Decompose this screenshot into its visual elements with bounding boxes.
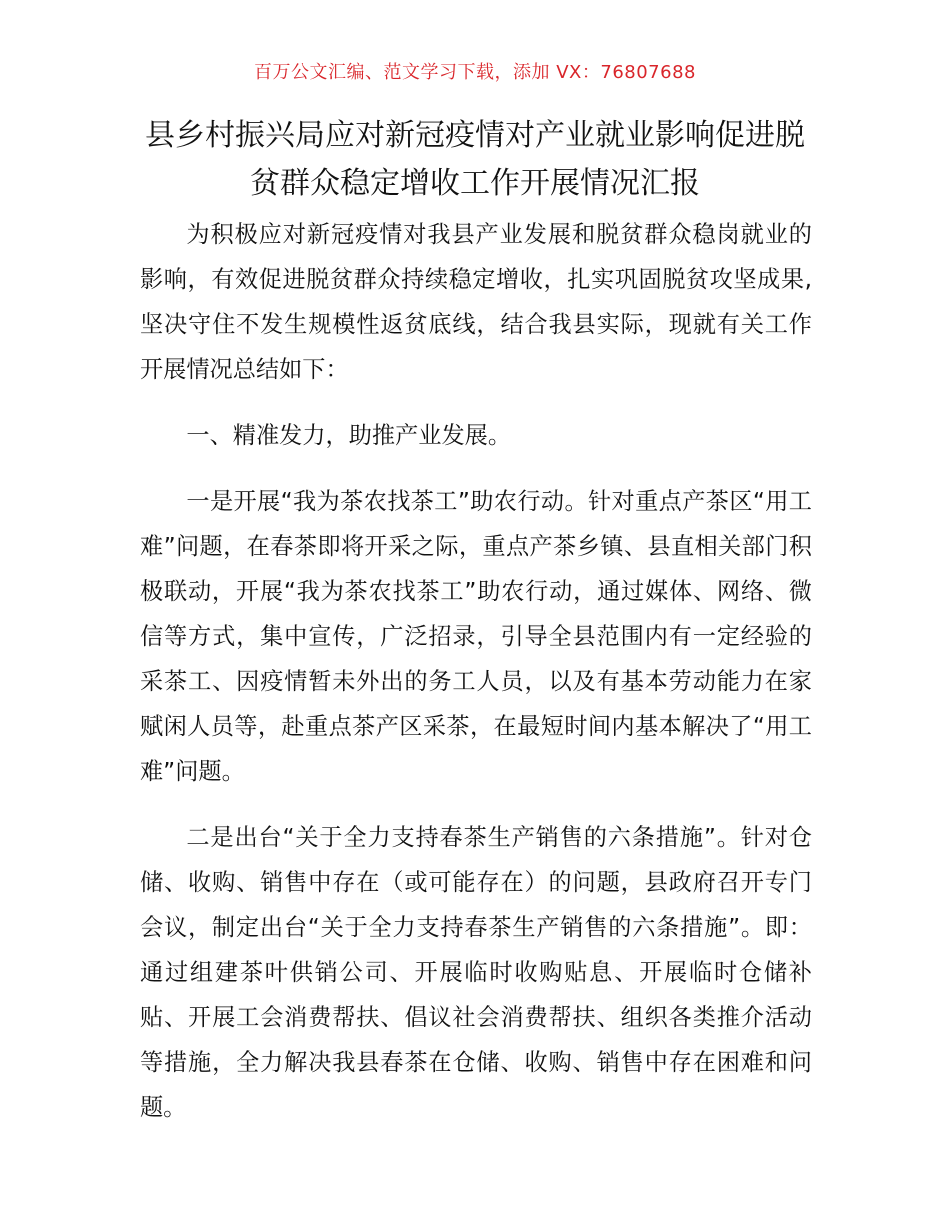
- watermark-banner: 百万公文汇编、范文学习下载，添加 VX：76807688: [254, 62, 696, 83]
- document-title: 县乡村振兴局应对新冠疫情对产业就业影响促进脱贫群众稳定增收工作开展情况汇报: [145, 118, 805, 201]
- paragraph-intro: 为积极应对新冠疫情对我县产业发展和脱贫群众稳岗就业的影响，有效促进脱贫群众持续稳定增收，扎实巩固脱贫攻坚成果,坚决守住不发生规模性返贫底线，结合我县实际，现就有关工作开展情况总结如下：: [140, 221, 812, 383]
- document-body: [140, 212, 812, 1151]
- paragraph-item-2: 二是出台“关于全力支持春茶生产销售的六条措施”。针对仓储、收购、销售中存在（或可能存在）的问题，县政府召开专门会议，制定出台“关于全力支持春茶生产销售的六条措施”。即：通过组建茶叶供销公司、开展临时收购贴息、开展临时仓储补贴、开展工会消费帮扶、倡议社会消费帮扶、组织各类推介活动等措施，全力解决我县春茶在仓储、收购、销售中存在困难和问题。: [140, 824, 812, 1121]
- paragraph-item-1: 一是开展“我为茶农找茶工”助农行动。针对重点产茶区“用工难”问题，在春茶即将开采之际，重点产茶乡镇、县直相关部门积极联动，开展“我为茶农找茶工”助农行动，通过媒体、网络、微信等方式，集中宣传，广泛招录，引导全县范围内有一定经验的采茶工、因疫情暂未外出的务工人员，以及有基本劳动能力在家赋闲人员等，赴重点茶产区采茶，在最短时间内基本解决了“用工难”问题。: [140, 488, 812, 785]
- section-heading: 一、精准发力，助推产业发展。: [186, 422, 512, 449]
